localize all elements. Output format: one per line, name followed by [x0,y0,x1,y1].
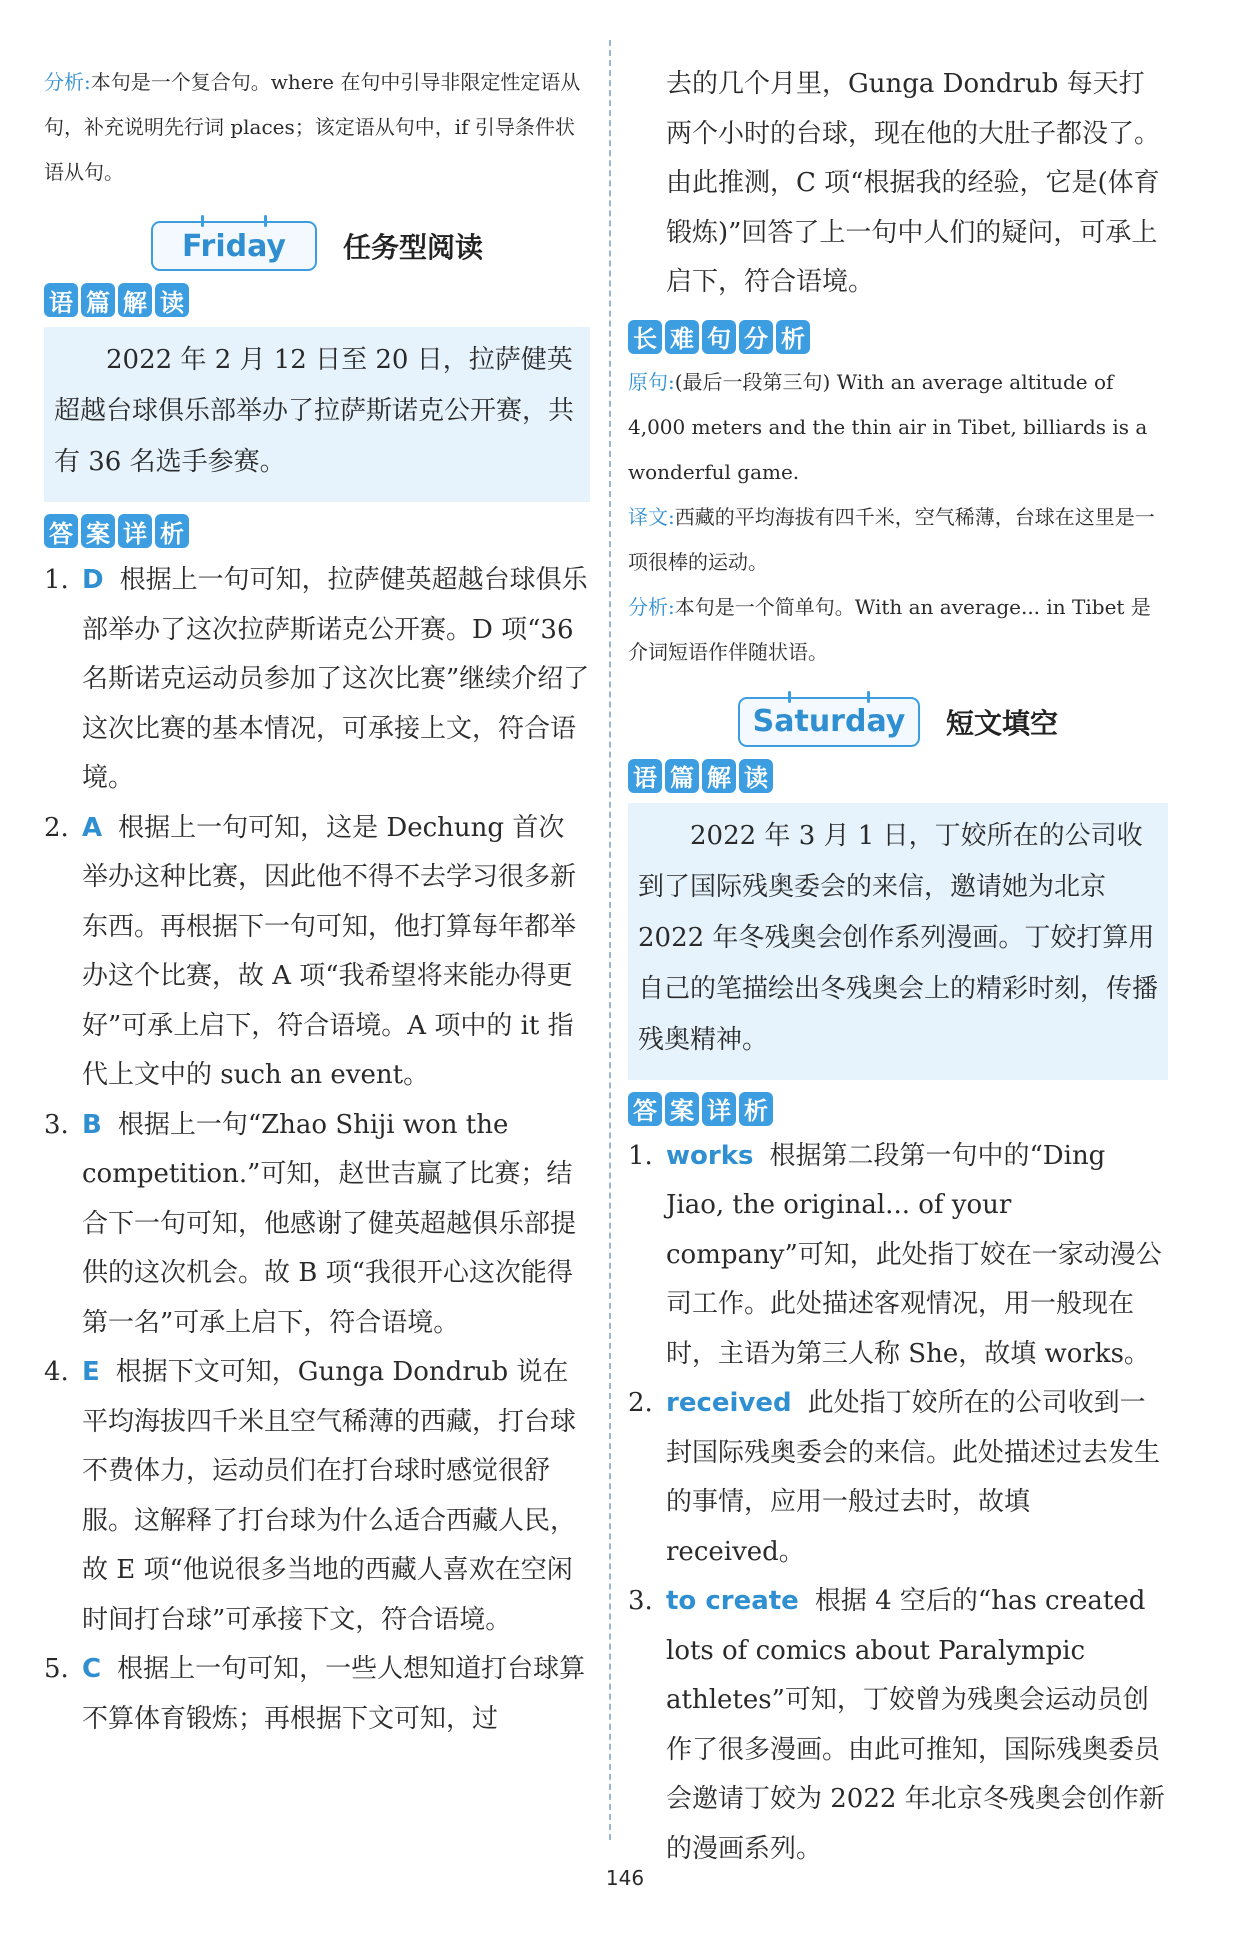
heading-char: 句 [702,320,736,354]
original-label: 原句: [628,369,675,394]
analysis-label: 分析: [44,70,91,94]
answer-item [628,1577,1168,1874]
answer-number: 5. [44,1654,69,1684]
heading-char: 读 [155,283,189,317]
heading-char: 详 [118,514,152,548]
answer-number: 4. [44,1357,69,1387]
column-divider [609,40,611,1840]
answer-letter: E [82,1357,100,1387]
saturday-summary: 2022 年 3 月 1 日，丁姣所在的公司收到了国际残奥委会的来信，邀请她为北京 2022 年冬残奥会创作系列漫画。丁姣打算用自己的笔描绘出冬残奥会上的精彩时刻，传播残奥精神。 [628,803,1168,1080]
left-column [44,60,590,1744]
answer-letter: D [82,565,104,595]
heading-char: 长 [628,320,662,354]
answer-item [44,1645,590,1744]
answer-number: 1. [44,565,69,595]
answer-explanation: 根据上一句可知，一些人想知道打台球算不算体育锻炼；再根据下文可知，过 [82,1654,586,1734]
translation [628,495,1168,585]
answer-explanation: 根据下文可知，Gunga Dondrub 说在平均海拔四千米且空气稀薄的西藏，打台球不费体力，运动员们在打台球时感觉很舒服。这解释了打台球为什么适合西藏人民，故 E 项“他说很多当地的西藏人喜欢在空闲时间打台球”可承接下文，符合语境。 [82,1357,577,1635]
friday-header [44,221,590,271]
long-sentence-heading [628,320,1168,354]
heading-char: 解 [702,759,736,793]
heading-char: 解 [118,283,152,317]
answer-word: works [666,1140,754,1171]
answer-letter: B [82,1109,102,1140]
friday-answers-heading [44,514,590,548]
heading-char: 篇 [665,759,699,793]
answer-item [628,1379,1168,1577]
answer-number: 3. [628,1586,653,1616]
analysis-text: 本句是一个复合句。where 在句中引导非限定性定语从句，补充说明先行词 places；该定语从句中，if 引导条件状语从句。 [44,70,581,184]
heading-char: 析 [155,514,189,548]
original-sentence [628,360,1168,495]
answer-item [44,804,590,1101]
heading-char: 详 [702,1092,736,1126]
heading-char: 案 [81,514,115,548]
saturday-summary-heading [628,759,1168,793]
answer-explanation: 根据上一句可知，拉萨健英超越台球俱乐部举办了这次拉萨斯诺克公开赛。D 项“36 名斯诺克运动员参加了这次比赛”继续介绍了这次比赛的基本情况，可承接上文，符合语境。 [82,565,590,793]
answer-explanation: 根据上一句可知，这是 Dechung 首次举办这种比赛，因此他不得不去学习很多新东西。再根据下一句可知，他打算每年都举办这个比赛，故 A 项“我希望将来能办得更好”可承上启下，符合语境。A 项中的 it 指代上文中的 such an event。 [82,812,577,1090]
answer-number: 2. [44,812,69,843]
heading-char: 难 [665,320,699,354]
answer-item [44,1101,590,1349]
answer-explanation: 根据 4 空后的“has created lots of comics about Paralympic athletes”可知，丁姣曾为残奥会运动员创作了很多漫画。由此可推知，国际残奥委员会邀请丁姣为 2022 年北京冬残奥会创作新的漫画系列。 [666,1586,1165,1864]
friday-summary: 2022 年 2 月 12 日至 20 日，拉萨健英超越台球俱乐部举办了拉萨斯诺克公开赛，共有 36 名选手参赛。 [44,327,590,502]
page-number: 146 [605,1866,645,1890]
answer-number: 3. [44,1109,69,1140]
friday-answers [44,556,590,1744]
heading-char: 析 [776,320,810,354]
heading-char: 答 [44,514,78,548]
heading-char: 语 [44,283,78,317]
intro-analysis [44,60,590,195]
friday-badge: Friday [151,221,317,271]
answer-letter: A [82,812,103,843]
saturday-badge: Saturday [738,697,920,747]
answer-continuation: 去的几个月里，Gunga Dondrub 每天打两个小时的台球，现在他的大肚子都没了。由此推测，C 项“根据我的经验，它是(体育锻炼)”回答了上一句中人们的疑问，可承上启下，符合语境。 [666,69,1161,297]
analysis-label: 分析: [628,594,675,619]
answer-item [44,1348,590,1645]
answer-number: 2. [628,1388,653,1418]
answer-item [628,1132,1168,1380]
friday-summary-heading [44,283,590,317]
saturday-title: 短文填空 [945,706,1058,740]
answer-word: received [666,1388,792,1418]
answer-explanation: 根据第二段第一句中的“Ding Jiao, the original... of your company”可知，此处指丁姣在一家动漫公司工作。此处描述客观情况，用一般现在时，主语为第三人称 She，故填 works。 [666,1140,1162,1369]
answer-explanation: 此处指丁姣所在的公司收到一封国际残奥委会的来信。此处描述过去发生的事情，应用一般过去时，故填 received。 [666,1388,1161,1567]
heading-char: 篇 [81,283,115,317]
heading-char: 语 [628,759,662,793]
answer-letter: C [82,1654,102,1684]
saturday-header [628,697,1168,747]
heading-char: 读 [739,759,773,793]
answer-explanation: 根据上一句“Zhao Shiji won the competition.”可知，赵世吉赢了比赛；结合下一句可知，他感谢了健英超越俱乐部提供的这次机会。故 B 项“我很开心这次能得第一名”可承上启下，符合语境。 [82,1109,577,1338]
heading-char: 分 [739,320,773,354]
right-column [628,60,1168,1874]
sentence-analysis [628,585,1168,675]
analysis-text: 本句是一个简单句。With an average... in Tibet 是介词短语作伴随状语。 [628,594,1151,664]
heading-char: 析 [739,1092,773,1126]
answer-number: 1. [628,1140,653,1171]
original-text: (最后一段第三句) With an average altitude of 4,000 meters and the thin air in Tibet, billiards is a wonderful game. [628,369,1148,484]
heading-char: 案 [665,1092,699,1126]
heading-char: 答 [628,1092,662,1126]
answer-word: to create [666,1586,799,1616]
answer-item [44,556,590,804]
translation-text: 西藏的平均海拔有四千米，空气稀薄，台球在这里是一项很棒的运动。 [628,504,1155,574]
translation-label: 译文: [628,504,675,529]
saturday-answers [628,1132,1168,1875]
saturday-answers-heading [628,1092,1168,1126]
friday-title: 任务型阅读 [342,231,483,264]
